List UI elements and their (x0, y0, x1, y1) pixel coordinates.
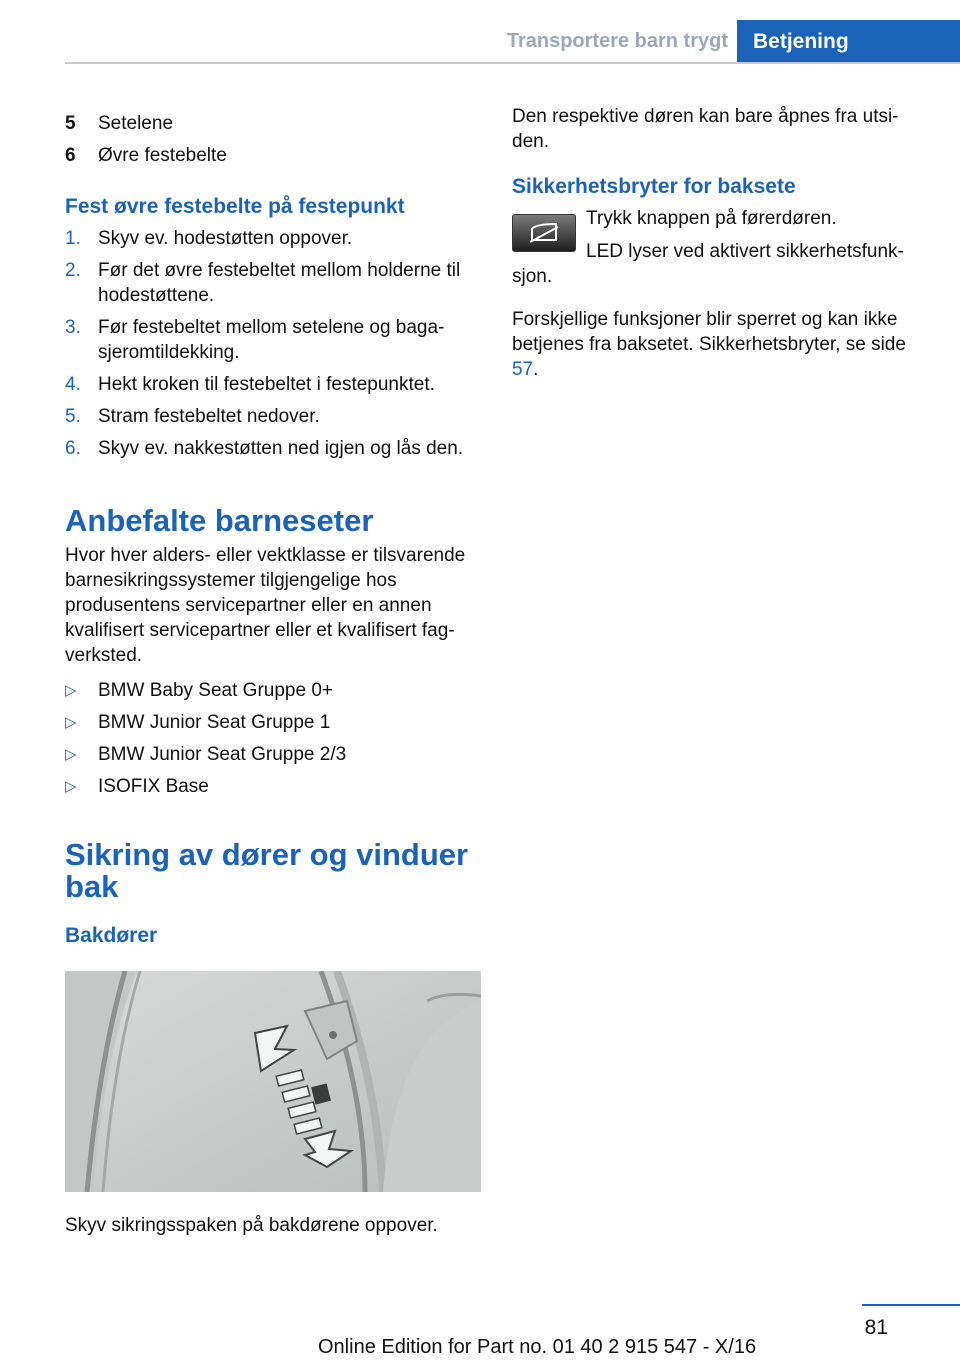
safety-switch-heading: Sikkerhetsbryter for baksete (512, 175, 796, 198)
step-text: Stram festebeltet nedover. (98, 406, 320, 427)
functions-text: Forskjellige funksjoner blir sperret og kan ikke betjenes fra baksetet. Sikkerhetsbryter, se side (512, 309, 906, 355)
footer-accent-line (862, 1304, 960, 1306)
step-number: 5. (65, 406, 81, 427)
child-seats-heading: Anbefalte barneseter (65, 503, 374, 538)
step-text: Før festebeltet mellom setelene og bagasjeromtildekking. (98, 317, 445, 363)
seat-name: BMW Baby Seat Gruppe 0+ (98, 680, 333, 701)
seat-name: BMW Junior Seat Gruppe 1 (98, 712, 331, 733)
header-section-title: Transportere barn trygt (506, 30, 728, 52)
edition-text: Online Edition for Part no. 01 40 2 915 547 - X/16 (318, 1336, 757, 1358)
press-button-text: Trykk knappen på førerdøren. (586, 208, 837, 229)
seat-list-item (65, 678, 481, 703)
led-text: LED lyser ved aktivert sikkerhetsfunksjon. (512, 241, 904, 287)
step-text: Før det øvre festebeltet mellom holderne til hodestøttene. (98, 260, 461, 306)
step-item (65, 436, 481, 461)
seat-list-item (65, 710, 481, 735)
functions-paragraph (512, 307, 926, 382)
seat-list-item (65, 774, 481, 799)
header-chapter-tab: Betjening (737, 20, 960, 64)
step-text: Hekt kroken til festebeltet i festepunktet. (98, 374, 435, 395)
left-column (65, 111, 481, 1248)
page-number: 81 (864, 1316, 888, 1339)
legend-text: Øvre festebelte (98, 145, 227, 166)
page-57-link[interactable]: 57 (512, 359, 534, 380)
legend-item (65, 111, 481, 136)
seat-name: ISOFIX Base (98, 776, 209, 797)
switch-block (512, 206, 926, 289)
legend-item (65, 143, 481, 168)
fasten-heading: Fest øvre festebelte på festepunkt (65, 195, 405, 218)
legend-number: 5 (65, 113, 76, 134)
step-number: 4. (65, 374, 81, 395)
step-text: Skyv ev. nakkestøtten ned igjen og lås den. (98, 438, 464, 459)
step-item (65, 404, 481, 429)
legend-number: 6 (65, 145, 76, 166)
child-seats-paragraph: Hvor hver alders- eller vektklasse er tilsvarende barnesikringssystemer tilgjengelige hos produsentens servicepartner eller en annen kvalifisert servicepartner eller et kvalifisert fagverksted. (65, 545, 466, 666)
header-divider (65, 62, 960, 64)
seat-list-item (65, 742, 481, 767)
rear-door-lock-lever-photo (65, 971, 481, 1192)
window-lock-switch-icon (512, 214, 576, 252)
photo-caption: Skyv sikringsspaken på bakdørene oppover. (65, 1215, 438, 1236)
step-item (65, 315, 481, 365)
door-open-text: Den respektive døren kan bare åpnes fra utsiden. (512, 106, 899, 152)
step-number: 6. (65, 438, 81, 459)
seat-name: BMW Junior Seat Gruppe 2/3 (98, 744, 347, 765)
triangle-bullet-icon: ▷ (65, 778, 77, 795)
triangle-bullet-icon: ▷ (65, 714, 77, 731)
triangle-bullet-icon: ▷ (65, 682, 77, 699)
step-item (65, 372, 481, 397)
step-item (65, 226, 481, 251)
step-item (65, 258, 481, 308)
triangle-bullet-icon: ▷ (65, 746, 77, 763)
legend-text: Setelene (98, 113, 174, 134)
functions-end: . (533, 359, 539, 380)
doors-windows-heading: Sikring av dører og vinduer bak (65, 837, 469, 904)
step-number: 1. (65, 228, 81, 249)
right-column (512, 104, 926, 392)
step-text: Skyv ev. hodestøtten oppover. (98, 228, 353, 249)
step-number: 2. (65, 260, 81, 281)
step-number: 3. (65, 317, 81, 338)
rear-doors-heading: Bakdører (65, 924, 158, 947)
